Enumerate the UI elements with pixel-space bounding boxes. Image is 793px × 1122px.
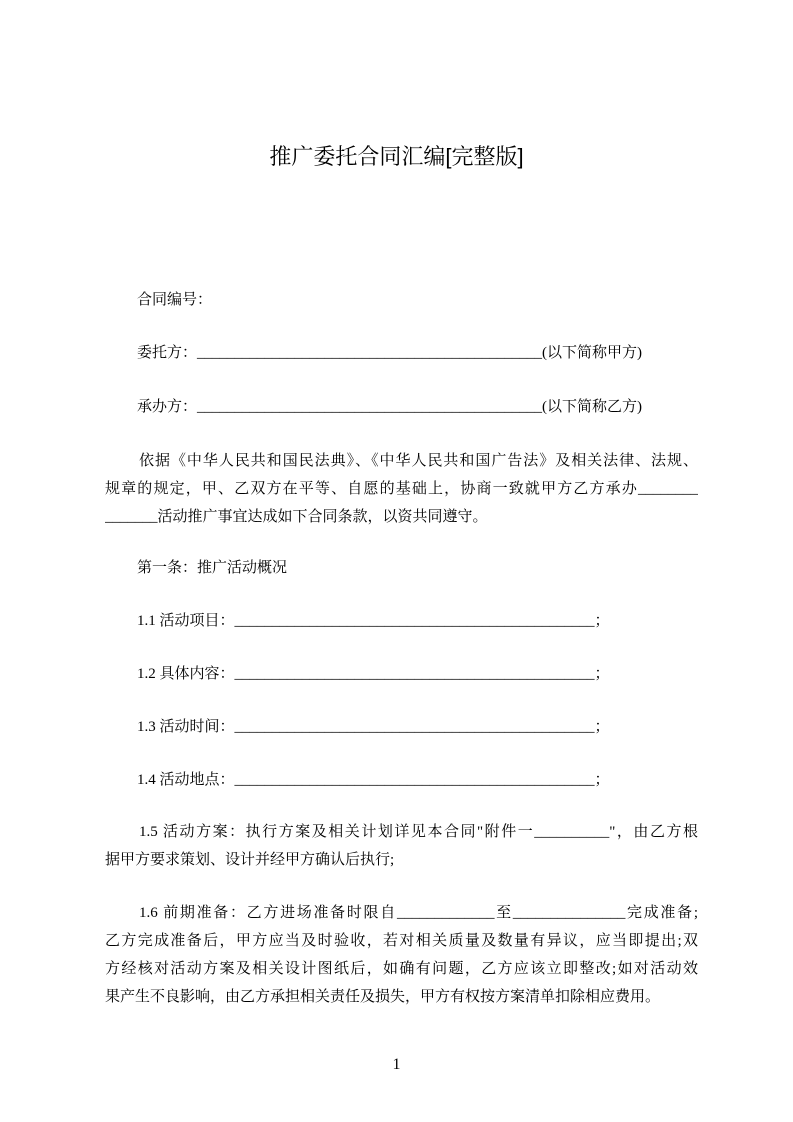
clause-1-6 — [105, 899, 698, 1011]
clause-label: 1.2 具体内容： — [137, 666, 235, 682]
clause-1-6-line: 方经核对活动方案及相关设计图纸后，如确有问题，乙方应该立即整改;如对活动效 — [105, 961, 698, 977]
clause-blank: ________________________________________________ — [234, 613, 595, 629]
preamble-line: _______活动推广事宜达成如下合同条款，以资共同遵守。 — [105, 509, 488, 525]
contractor-line — [137, 393, 642, 421]
client-label: 委托方： — [137, 345, 198, 361]
contract-number-line — [137, 286, 212, 314]
clause-blank: ________________________________________________ — [234, 772, 595, 788]
clause-1-6-line: 果产生不良影响，由乙方承担相关责任及损失，甲方有权按方案清单扣除相应费用。 — [105, 989, 661, 1005]
preamble-line: 规章的规定，甲、乙双方在平等、自愿的基础上，协商一致就甲方乙方承办________ — [105, 481, 698, 497]
clause-1-1 — [137, 607, 610, 635]
client-suffix: (以下简称甲方) — [542, 345, 643, 361]
clause-1-6-line: 乙方完成准备后，甲方应当及时验收，若对相关质量及数量有异议，应当即提出;双 — [105, 933, 698, 949]
preamble-line: 依据《中华人民共和国民法典》、《中华人民共和国广告法》及相关法律、法规、 — [139, 453, 698, 469]
clause-1-5-line: 1.5 活动方案：执行方案及相关计划详见本合同"附件一__________"，由乙方根 — [139, 824, 698, 840]
clause-end: ； — [594, 719, 610, 735]
clause-1-4 — [137, 766, 610, 794]
clause-1-2 — [137, 660, 610, 688]
clause-1-6-line: 1.6 前期准备：乙方进场准备时限自_____________至_______________完成准备; — [139, 905, 698, 921]
clause-1-3 — [137, 713, 610, 741]
clause-end: ； — [594, 666, 610, 682]
article-1-heading: 第一条：推广活动概况 — [137, 560, 288, 576]
document-title: 推广委托合同汇编[完整版] — [269, 144, 524, 169]
clause-end: ； — [594, 772, 610, 788]
page-number: 1 — [392, 1056, 401, 1073]
clause-label: 1.1 活动项目： — [137, 613, 235, 629]
clause-label: 1.3 活动时间： — [137, 719, 235, 735]
clause-end: ； — [594, 613, 610, 629]
contractor-blank: ______________________________________________ — [197, 399, 543, 415]
clause-blank: ________________________________________________ — [234, 666, 595, 682]
contractor-label: 承办方： — [137, 399, 198, 415]
contractor-suffix: (以下简称乙方) — [542, 399, 643, 415]
clause-blank: ________________________________________________ — [234, 719, 595, 735]
contract-number-label: 合同编号： — [137, 292, 213, 308]
clause-1-5 — [105, 818, 698, 874]
preamble-paragraph — [105, 447, 698, 531]
clause-1-5-line: 据甲方要求策划、设计并经甲方确认后执行; — [105, 852, 395, 868]
client-line — [137, 339, 642, 367]
client-blank: ______________________________________________ — [197, 345, 543, 361]
clause-label: 1.4 活动地点： — [137, 772, 235, 788]
